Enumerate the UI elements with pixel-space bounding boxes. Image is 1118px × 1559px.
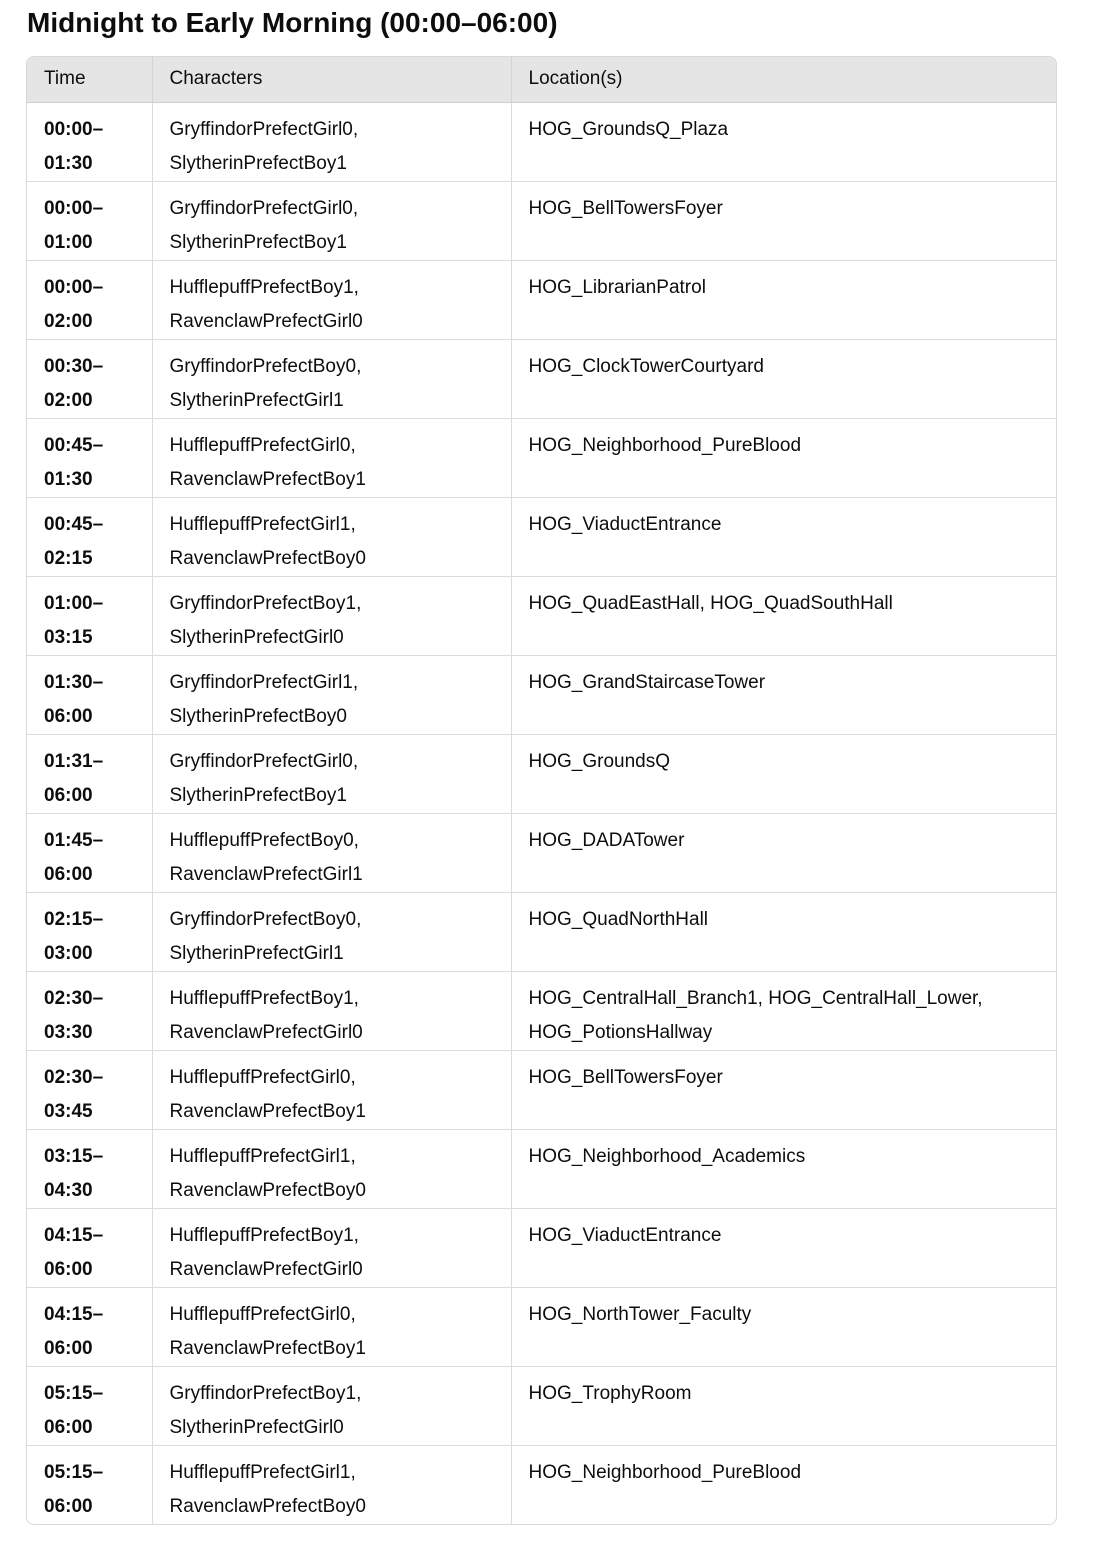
locations-cell-line: HOG_ViaductEntrance <box>528 1224 722 1246</box>
time-cell-line: 03:30 <box>44 1021 93 1043</box>
time-cell <box>27 339 152 418</box>
time-cell <box>27 971 152 1050</box>
locations-cell <box>511 1287 1056 1366</box>
time-cell <box>27 260 152 339</box>
characters-cell-line: GryffindorPrefectGirl0, <box>169 118 359 140</box>
locations-cell-line: HOG_DADATower <box>528 829 685 851</box>
characters-cell <box>152 339 511 418</box>
characters-cell-line: SlytherinPrefectGirl0 <box>169 626 344 648</box>
characters-cell <box>152 971 511 1050</box>
characters-cell-line: RavenclawPrefectBoy0 <box>169 1495 366 1517</box>
table-row <box>27 1208 1056 1287</box>
time-cell-line: 01:00 <box>44 231 93 253</box>
time-cell-line: 01:30 <box>44 152 93 174</box>
characters-cell-line: HufflepuffPrefectBoy1, <box>169 1224 359 1246</box>
time-cell <box>27 1050 152 1129</box>
time-cell <box>27 892 152 971</box>
characters-cell <box>152 892 511 971</box>
characters-cell-line: SlytherinPrefectGirl1 <box>169 389 344 411</box>
time-cell-line: 03:15 <box>44 626 93 648</box>
table-row <box>27 971 1056 1050</box>
locations-cell-line: HOG_Neighborhood_PureBlood <box>528 434 802 456</box>
time-cell-line: 02:00 <box>44 389 93 411</box>
characters-cell <box>152 1050 511 1129</box>
locations-cell <box>511 576 1056 655</box>
characters-cell-line: GryffindorPrefectBoy1, <box>169 592 362 614</box>
table-row <box>27 1287 1056 1366</box>
time-cell-line: 05:15– <box>44 1461 104 1483</box>
schedule-table <box>27 57 1056 1524</box>
characters-cell <box>152 734 511 813</box>
table-row <box>27 576 1056 655</box>
time-cell-line: 00:30– <box>44 355 104 377</box>
characters-cell-line: HufflepuffPrefectGirl0, <box>169 434 356 456</box>
characters-cell-line: SlytherinPrefectBoy1 <box>169 152 347 174</box>
time-cell <box>27 181 152 260</box>
time-cell-line: 01:00– <box>44 592 104 614</box>
time-cell-line: 01:45– <box>44 829 104 851</box>
page-title: Midnight to Early Morning (00:00–06:00) <box>27 7 558 38</box>
locations-cell-line: HOG_LibrarianPatrol <box>528 276 706 298</box>
characters-cell-line: HufflepuffPrefectGirl0, <box>169 1303 356 1325</box>
table-row <box>27 418 1056 497</box>
locations-cell-line: HOG_ViaductEntrance <box>528 513 722 535</box>
locations-cell <box>511 1050 1056 1129</box>
locations-cell <box>511 1208 1056 1287</box>
time-cell <box>27 576 152 655</box>
time-cell <box>27 102 152 181</box>
header-row <box>27 57 1056 102</box>
time-cell <box>27 1366 152 1445</box>
characters-cell <box>152 1208 511 1287</box>
characters-cell-line: GryffindorPrefectGirl0, <box>169 197 359 219</box>
header-locations: Location(s) <box>511 57 1056 102</box>
header-time: Time <box>27 57 152 102</box>
time-cell-line: 06:00 <box>44 863 93 885</box>
characters-cell-line: RavenclawPrefectBoy0 <box>169 547 366 569</box>
locations-cell <box>511 813 1056 892</box>
locations-cell-line: HOG_GroundsQ_Plaza <box>528 118 729 140</box>
time-cell-line: 01:30– <box>44 671 104 693</box>
schedule-table-container <box>26 56 1057 1525</box>
table-row <box>27 1445 1056 1524</box>
table-row <box>27 1129 1056 1208</box>
time-cell <box>27 1445 152 1524</box>
time-cell-line: 04:15– <box>44 1303 104 1325</box>
locations-cell <box>511 1129 1056 1208</box>
header-characters: Characters <box>152 57 511 102</box>
time-cell-line: 02:00 <box>44 310 93 332</box>
characters-cell <box>152 1287 511 1366</box>
characters-cell-line: RavenclawPrefectBoy1 <box>169 1100 366 1122</box>
characters-cell <box>152 1129 511 1208</box>
time-cell-line: 06:00 <box>44 1337 93 1359</box>
characters-cell-line: SlytherinPrefectBoy0 <box>169 705 347 727</box>
characters-cell-line: HufflepuffPrefectGirl1, <box>169 1145 356 1167</box>
locations-cell-line: HOG_TrophyRoom <box>528 1382 692 1404</box>
time-cell <box>27 734 152 813</box>
characters-cell-line: HufflepuffPrefectGirl1, <box>169 513 356 535</box>
characters-cell-line: HufflepuffPrefectGirl1, <box>169 1461 356 1483</box>
table-row <box>27 734 1056 813</box>
time-cell-line: 00:45– <box>44 513 104 535</box>
characters-cell-line: RavenclawPrefectGirl0 <box>169 1021 363 1043</box>
characters-cell-line: RavenclawPrefectBoy0 <box>169 1179 366 1201</box>
time-cell-line: 04:15– <box>44 1224 104 1246</box>
time-cell-line: 03:45 <box>44 1100 93 1122</box>
table-body <box>27 102 1056 1524</box>
table-row <box>27 813 1056 892</box>
locations-cell <box>511 971 1056 1050</box>
table-row <box>27 102 1056 181</box>
time-cell <box>27 1208 152 1287</box>
locations-cell-line: HOG_CentralHall_Branch1, HOG_CentralHall_Lower, <box>528 987 983 1009</box>
table-row <box>27 497 1056 576</box>
locations-cell-line: HOG_ClockTowerCourtyard <box>528 355 764 377</box>
characters-cell-line: RavenclawPrefectGirl0 <box>169 1258 363 1280</box>
characters-cell-line: GryffindorPrefectBoy1, <box>169 1382 362 1404</box>
locations-cell-line: HOG_QuadEastHall, HOG_QuadSouthHall <box>528 592 893 614</box>
locations-cell-line: HOG_BellTowersFoyer <box>528 1066 723 1088</box>
time-cell <box>27 1287 152 1366</box>
characters-cell-line: SlytherinPrefectGirl0 <box>169 1416 344 1438</box>
table-row <box>27 260 1056 339</box>
characters-cell <box>152 576 511 655</box>
time-cell-line: 00:45– <box>44 434 104 456</box>
characters-cell-line: GryffindorPrefectGirl0, <box>169 750 359 772</box>
characters-cell-line: HufflepuffPrefectGirl0, <box>169 1066 356 1088</box>
time-cell-line: 01:30 <box>44 468 93 490</box>
locations-cell-line: HOG_NorthTower_Faculty <box>528 1303 752 1325</box>
time-cell-line: 03:00 <box>44 942 93 964</box>
locations-cell <box>511 655 1056 734</box>
characters-cell-line: SlytherinPrefectBoy1 <box>169 784 347 806</box>
characters-cell-line: SlytherinPrefectBoy1 <box>169 231 347 253</box>
locations-cell-line: HOG_Neighborhood_Academics <box>528 1145 806 1167</box>
characters-cell-line: SlytherinPrefectGirl1 <box>169 942 344 964</box>
time-cell-line: 02:15 <box>44 547 93 569</box>
locations-cell <box>511 260 1056 339</box>
locations-cell-line: HOG_QuadNorthHall <box>528 908 709 930</box>
table-row <box>27 181 1056 260</box>
locations-cell <box>511 734 1056 813</box>
time-cell-line: 00:00– <box>44 276 104 298</box>
time-cell <box>27 655 152 734</box>
table-row <box>27 1050 1056 1129</box>
characters-cell-line: HufflepuffPrefectBoy1, <box>169 276 359 298</box>
table-row <box>27 892 1056 971</box>
characters-cell <box>152 1445 511 1524</box>
locations-cell <box>511 102 1056 181</box>
locations-cell <box>511 1366 1056 1445</box>
time-cell-line: 06:00 <box>44 784 93 806</box>
locations-cell <box>511 181 1056 260</box>
time-cell-line: 06:00 <box>44 1495 93 1517</box>
table-row <box>27 339 1056 418</box>
locations-cell <box>511 892 1056 971</box>
characters-cell-line: RavenclawPrefectBoy1 <box>169 468 366 490</box>
time-cell-line: 06:00 <box>44 1416 93 1438</box>
characters-cell <box>152 497 511 576</box>
characters-cell <box>152 260 511 339</box>
characters-cell <box>152 102 511 181</box>
table-row <box>27 655 1056 734</box>
characters-cell-line: GryffindorPrefectBoy0, <box>169 355 362 377</box>
time-cell-line: 02:30– <box>44 987 104 1009</box>
locations-cell <box>511 497 1056 576</box>
time-cell-line: 01:31– <box>44 750 104 772</box>
characters-cell-line: GryffindorPrefectBoy0, <box>169 908 362 930</box>
time-cell-line: 03:15– <box>44 1145 104 1167</box>
locations-cell-line: HOG_Neighborhood_PureBlood <box>528 1461 802 1483</box>
characters-cell <box>152 655 511 734</box>
time-cell-line: 00:00– <box>44 118 104 140</box>
table-row <box>27 1366 1056 1445</box>
time-cell <box>27 497 152 576</box>
characters-cell <box>152 418 511 497</box>
time-cell <box>27 813 152 892</box>
time-cell-line: 02:15– <box>44 908 104 930</box>
locations-cell <box>511 339 1056 418</box>
locations-cell <box>511 1445 1056 1524</box>
characters-cell-line: RavenclawPrefectBoy1 <box>169 1337 366 1359</box>
time-cell-line: 02:30– <box>44 1066 104 1088</box>
characters-cell <box>152 181 511 260</box>
characters-cell-line: HufflepuffPrefectBoy0, <box>169 829 359 851</box>
characters-cell <box>152 813 511 892</box>
locations-cell <box>511 418 1056 497</box>
time-cell-line: 05:15– <box>44 1382 104 1404</box>
table-header <box>27 57 1056 102</box>
time-cell <box>27 418 152 497</box>
time-cell-line: 06:00 <box>44 705 93 727</box>
time-cell-line: 06:00 <box>44 1258 93 1280</box>
characters-cell-line: HufflepuffPrefectBoy1, <box>169 987 359 1009</box>
locations-cell-line: HOG_BellTowersFoyer <box>528 197 723 219</box>
time-cell <box>27 1129 152 1208</box>
locations-cell-line: HOG_GrandStaircaseTower <box>528 671 766 693</box>
time-cell-line: 00:00– <box>44 197 104 219</box>
characters-cell-line: RavenclawPrefectGirl0 <box>169 310 363 332</box>
characters-cell <box>152 1366 511 1445</box>
locations-cell-line: HOG_GroundsQ <box>528 750 670 772</box>
characters-cell-line: RavenclawPrefectGirl1 <box>169 863 363 885</box>
characters-cell-line: GryffindorPrefectGirl1, <box>169 671 359 693</box>
time-cell-line: 04:30 <box>44 1179 93 1201</box>
locations-cell-line: HOG_PotionsHallway <box>528 1021 713 1043</box>
